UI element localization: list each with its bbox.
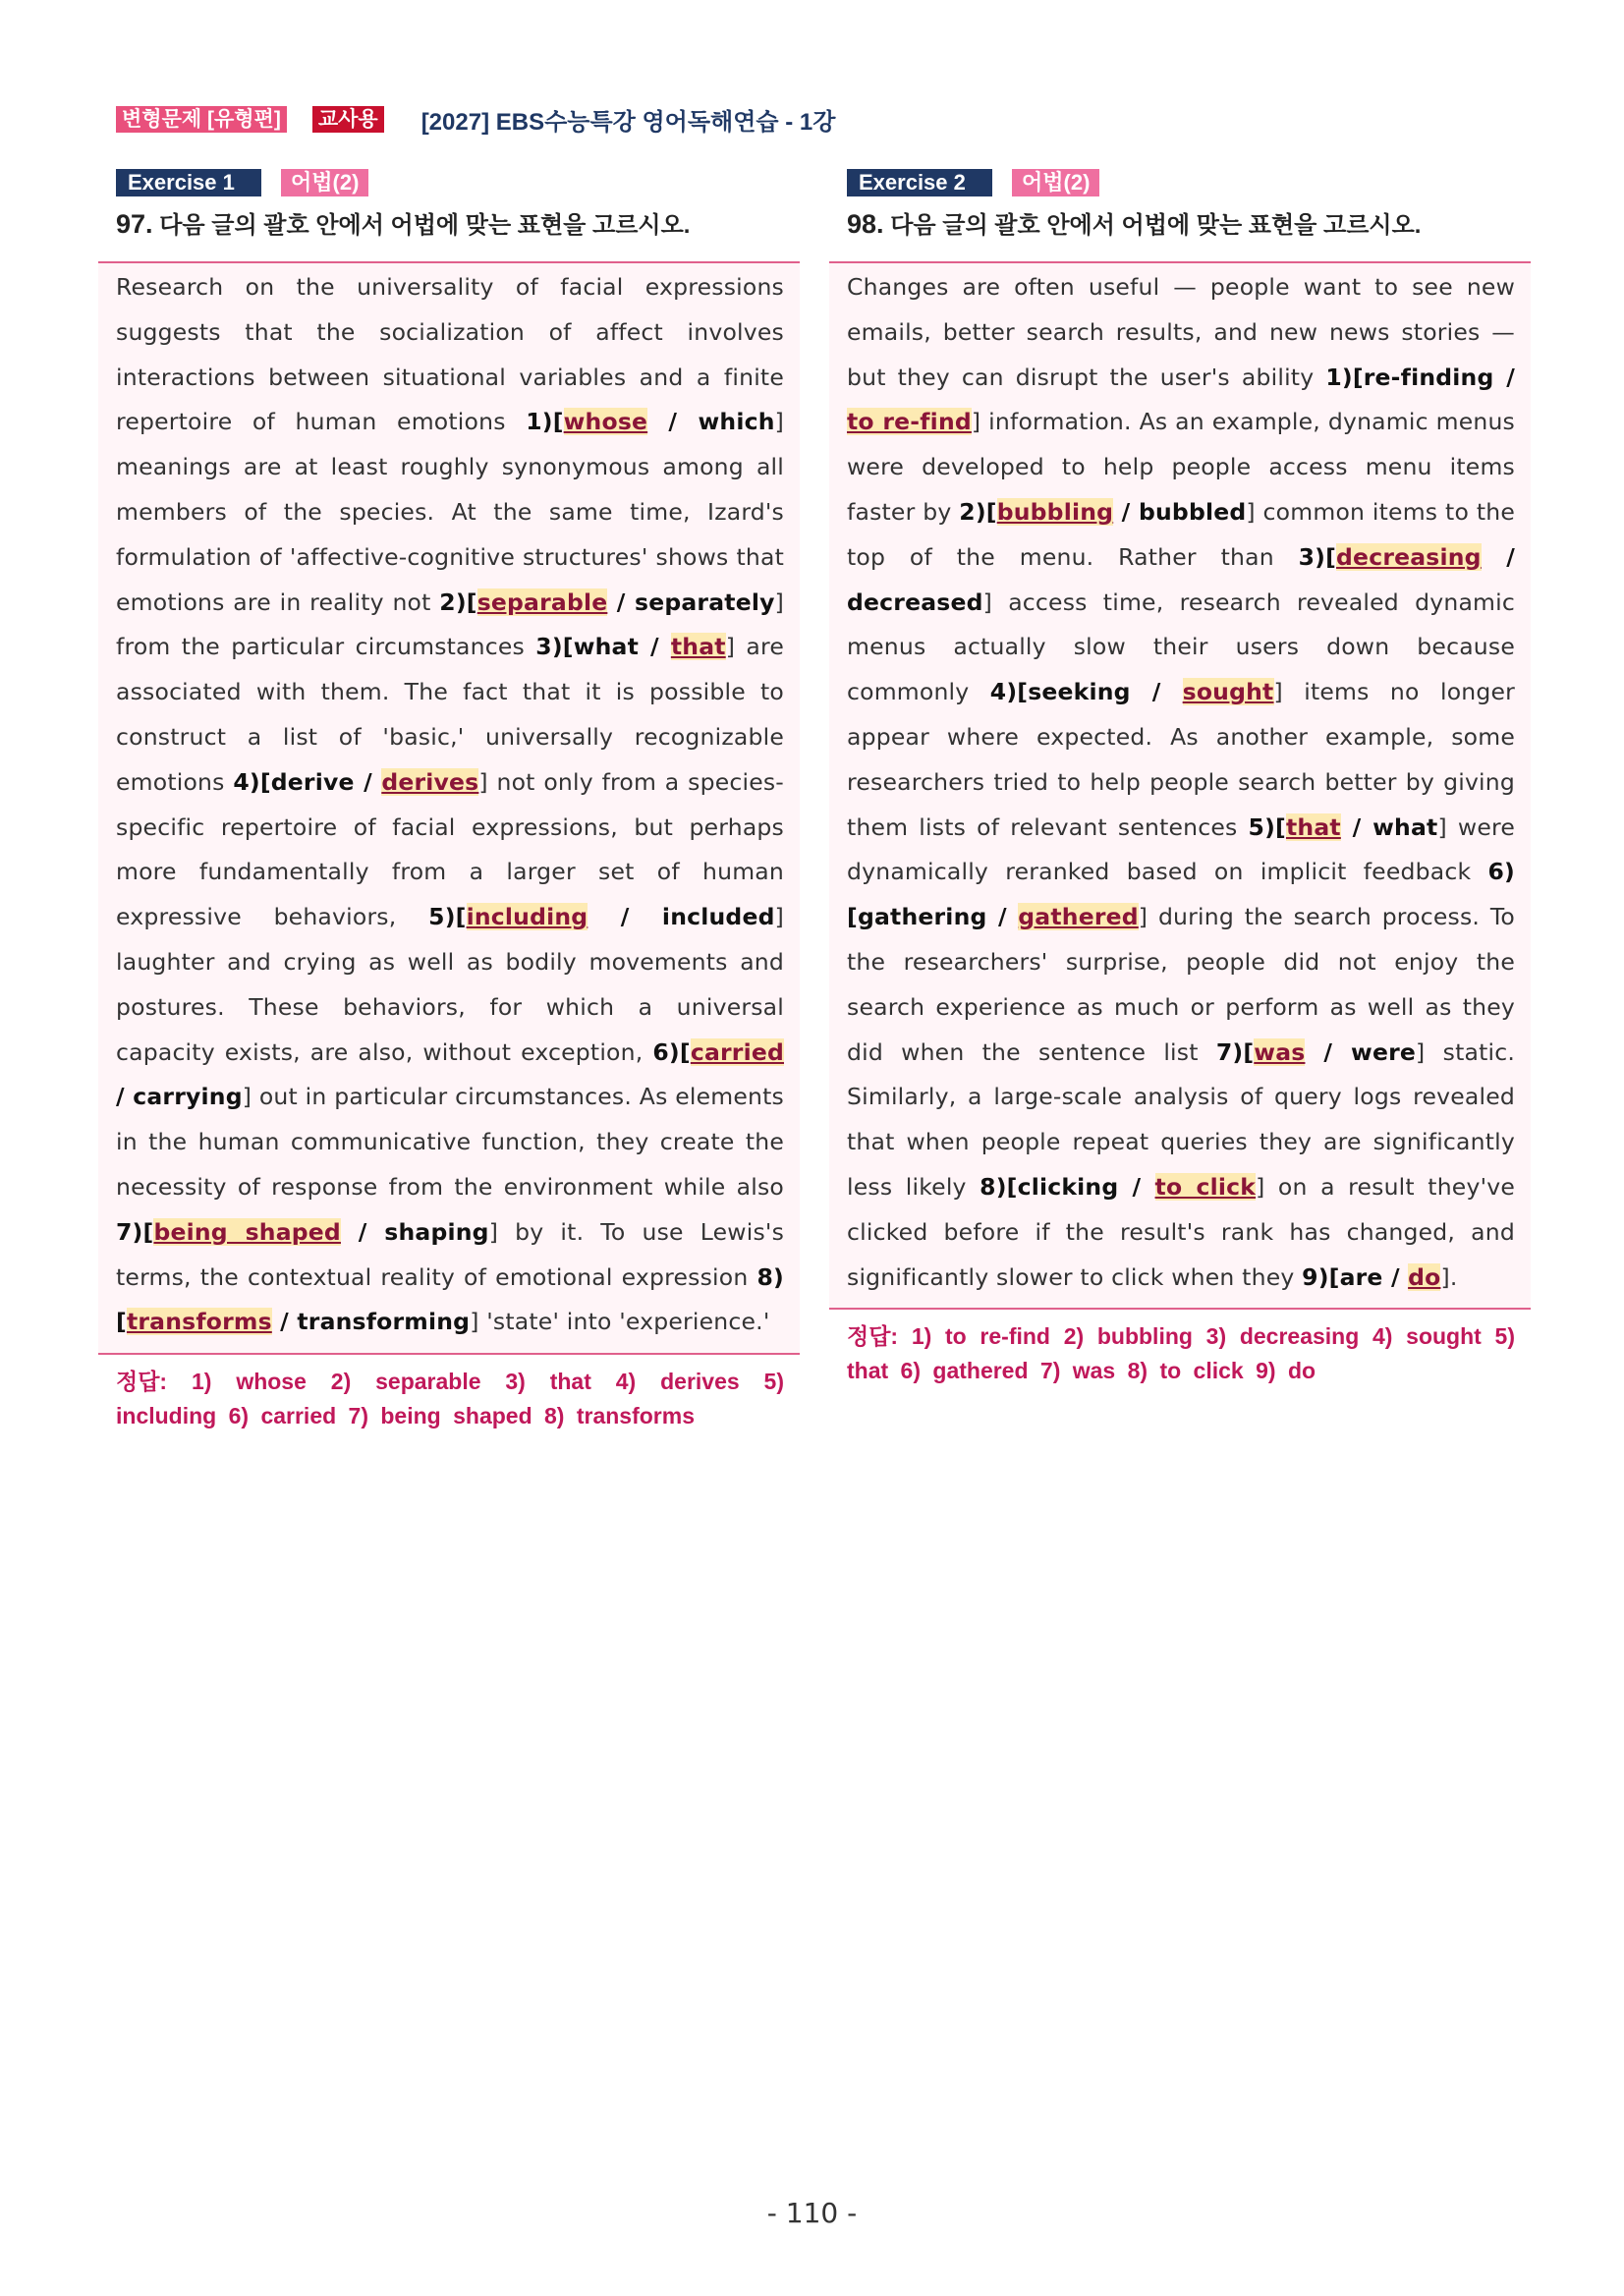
type-tag: 변형문제 [유형편] (116, 106, 287, 133)
bracket-choice: 1)[re-finding / (1325, 363, 1515, 391)
exercise-1-label: Exercise 1 (116, 169, 261, 196)
question-instruction: 다음 글의 괄호 안에서 어법에 맞는 표현을 고르시오. (159, 212, 691, 239)
bracket-choice: 8)[ (116, 1262, 784, 1336)
bracket-choice: / bubbled (1113, 497, 1247, 526)
page-number: - 110 - (766, 2197, 858, 2229)
correct-answer-choice: was (1254, 1037, 1306, 1066)
bracket-choice: / separately (607, 588, 775, 616)
bracket-choice: 7)[ (116, 1217, 154, 1246)
bracket-choice: 8)[clicking / (980, 1172, 1155, 1201)
correct-answer-choice: decreasing (1336, 542, 1482, 571)
correct-answer-choice: whose (563, 408, 648, 436)
bracket-choice: 5)[ (428, 903, 467, 931)
bracket-choice: 6)[ (652, 1037, 691, 1066)
bracket-choice: 3)[what / (535, 633, 671, 661)
correct-answer-choice: to click (1154, 1172, 1257, 1201)
bracket-choice: 4)[seeking / (989, 678, 1183, 706)
correct-answer-choice: transforms (126, 1308, 272, 1336)
exercise-2-type: 어법(2) (1012, 169, 1099, 196)
correct-answer-choice: bubbling (996, 497, 1114, 526)
teacher-tag: 교사용 (312, 106, 384, 133)
bracket-choice: / what (1340, 812, 1438, 841)
exercise-2-label: Exercise 2 (847, 169, 992, 196)
bracket-choice: 9)[are / (1302, 1262, 1409, 1291)
exercise-1-type: 어법(2) (281, 169, 368, 196)
bracket-choice: 5)[ (1248, 812, 1286, 841)
correct-answer-choice: to re-find (847, 408, 972, 436)
bracket-choice: 7)[ (1215, 1037, 1255, 1066)
correct-answer-choice: derives (381, 767, 479, 796)
correct-answer-choice: gathered (1018, 903, 1139, 931)
exercise-2-answer: 정답: 1) to re-find 2) bubbling 3) decreasing 4) sought 5) that 6) gathered 7) was 8) to click 9) do (847, 1323, 1515, 1384)
correct-answer-choice: carried (690, 1037, 784, 1066)
correct-answer-choice: including (466, 903, 588, 931)
correct-answer-choice: that (1285, 812, 1341, 841)
bracket-choice: 4)[derive / (233, 767, 382, 796)
exercise-1-header (116, 169, 800, 196)
exercise-1-column (98, 169, 800, 1433)
bracket-choice: / which (647, 408, 775, 436)
bracket-choice: 6)[gathering / (847, 858, 1515, 931)
bracket-choice: / transforming (271, 1308, 471, 1336)
correct-answer-choice: do (1408, 1262, 1441, 1291)
bracket-choice: / included (588, 903, 775, 931)
bracket-choice: 1)[ (526, 408, 564, 436)
correct-answer-choice: separable (476, 588, 608, 616)
exercise-1-question (116, 206, 800, 242)
page-title: [2027] EBS수능특강 영어독해연습 - 1강 (420, 108, 836, 136)
question-instruction: 다음 글의 괄호 안에서 어법에 맞는 표현을 고르시오. (890, 212, 1422, 239)
exercise-2-passage (829, 261, 1531, 1310)
bracket-choice: 2)[ (959, 497, 997, 526)
bracket-choice: / were (1305, 1037, 1417, 1066)
passage-text: Changes are often useful — people want to see new emails, better search results, and new news stories — but they can disrupt the user's ability 1)[re-finding / to re-find] information. As an example, dynamic menus were developed to help people access menu items faster by 2)[bubbling / bubbled] common items to the top of the menu. Rather than 3)[decreasing / decreased] access time, research revealed dynamic menus actually slow their users down because commonly 4)[seeking / sought] items no longer appear where expected. As another example, some researchers tried to help people search better by giving them lists of relevant sentences 5)[that / what] were dynamically reranked based on implicit feedback 6)[gathering / gathered] during the search process. To the researchers' surprise, people did not enjoy the search experience as much or perform as well as they did when the sentence list 7)[was / were] static. Similarly, a large-scale analysis of query logs revealed that when people repeat queries they are significantly less likely 8)[clicking / to click] on a result they've clicked before if the result's rank has changed, and significantly slower to click when they 9)[are / do]. (847, 273, 1516, 1291)
bracket-choice: / decreased (847, 542, 1515, 616)
bracket-choice: 3)[ (1298, 542, 1337, 571)
bracket-choice: / carrying (116, 1083, 243, 1111)
bracket-choice: 2)[ (439, 588, 477, 616)
exercise-1-passage (98, 261, 800, 1355)
passage-text: Research on the universality of facial expressions suggests that the socialization of affect involves interactions between situational variables and a finite repertoire of human emotions 1)[whose / which] meanings are at least roughly synonymous among all members of the species. At the same time, Izard's formulation of 'affective-cognitive structures' shows that emotions are in reality not 2)[separable / separately] from the particular circumstances 3)[what / that] are associated with them. The fact that it is possible to construct a list of 'basic,' universally recognizable emotions 4)[derive / derives] not only from a species-specific repertoire of facial expressions, but perhaps more fundamentally from a larger set of human expressive behaviors, 5)[including / included] laughter and crying as well as bodily movements and postures. These behaviors, for which a universal capacity exists, are also, without exception, 6)[carried / carrying] out in particular circumstances. As elements in the human communicative function, they create the necessity of response from the environment while also 7)[being shaped / shaping] by it. To use Lewis's terms, the contextual reality of emotional expression 8)[transforms / transforming] 'state' into 'experience.' (116, 273, 785, 1336)
correct-answer-choice: being shaped (153, 1217, 341, 1246)
correct-answer-choice: sought (1182, 678, 1274, 706)
bracket-choice: / shaping (340, 1217, 489, 1246)
exercise-2-column (829, 169, 1531, 1388)
exercise-2-header (847, 169, 1531, 196)
page-header (116, 104, 835, 134)
exercise-1-answer: 정답: 1) whose 2) separable 3) that 4) derives 5) including 6) carried 7) being shaped 8) transforms (116, 1369, 784, 1429)
question-number: 97. (116, 209, 153, 239)
exercise-2-question (847, 206, 1531, 242)
correct-answer-choice: that (670, 633, 726, 661)
question-number: 98. (847, 209, 884, 239)
